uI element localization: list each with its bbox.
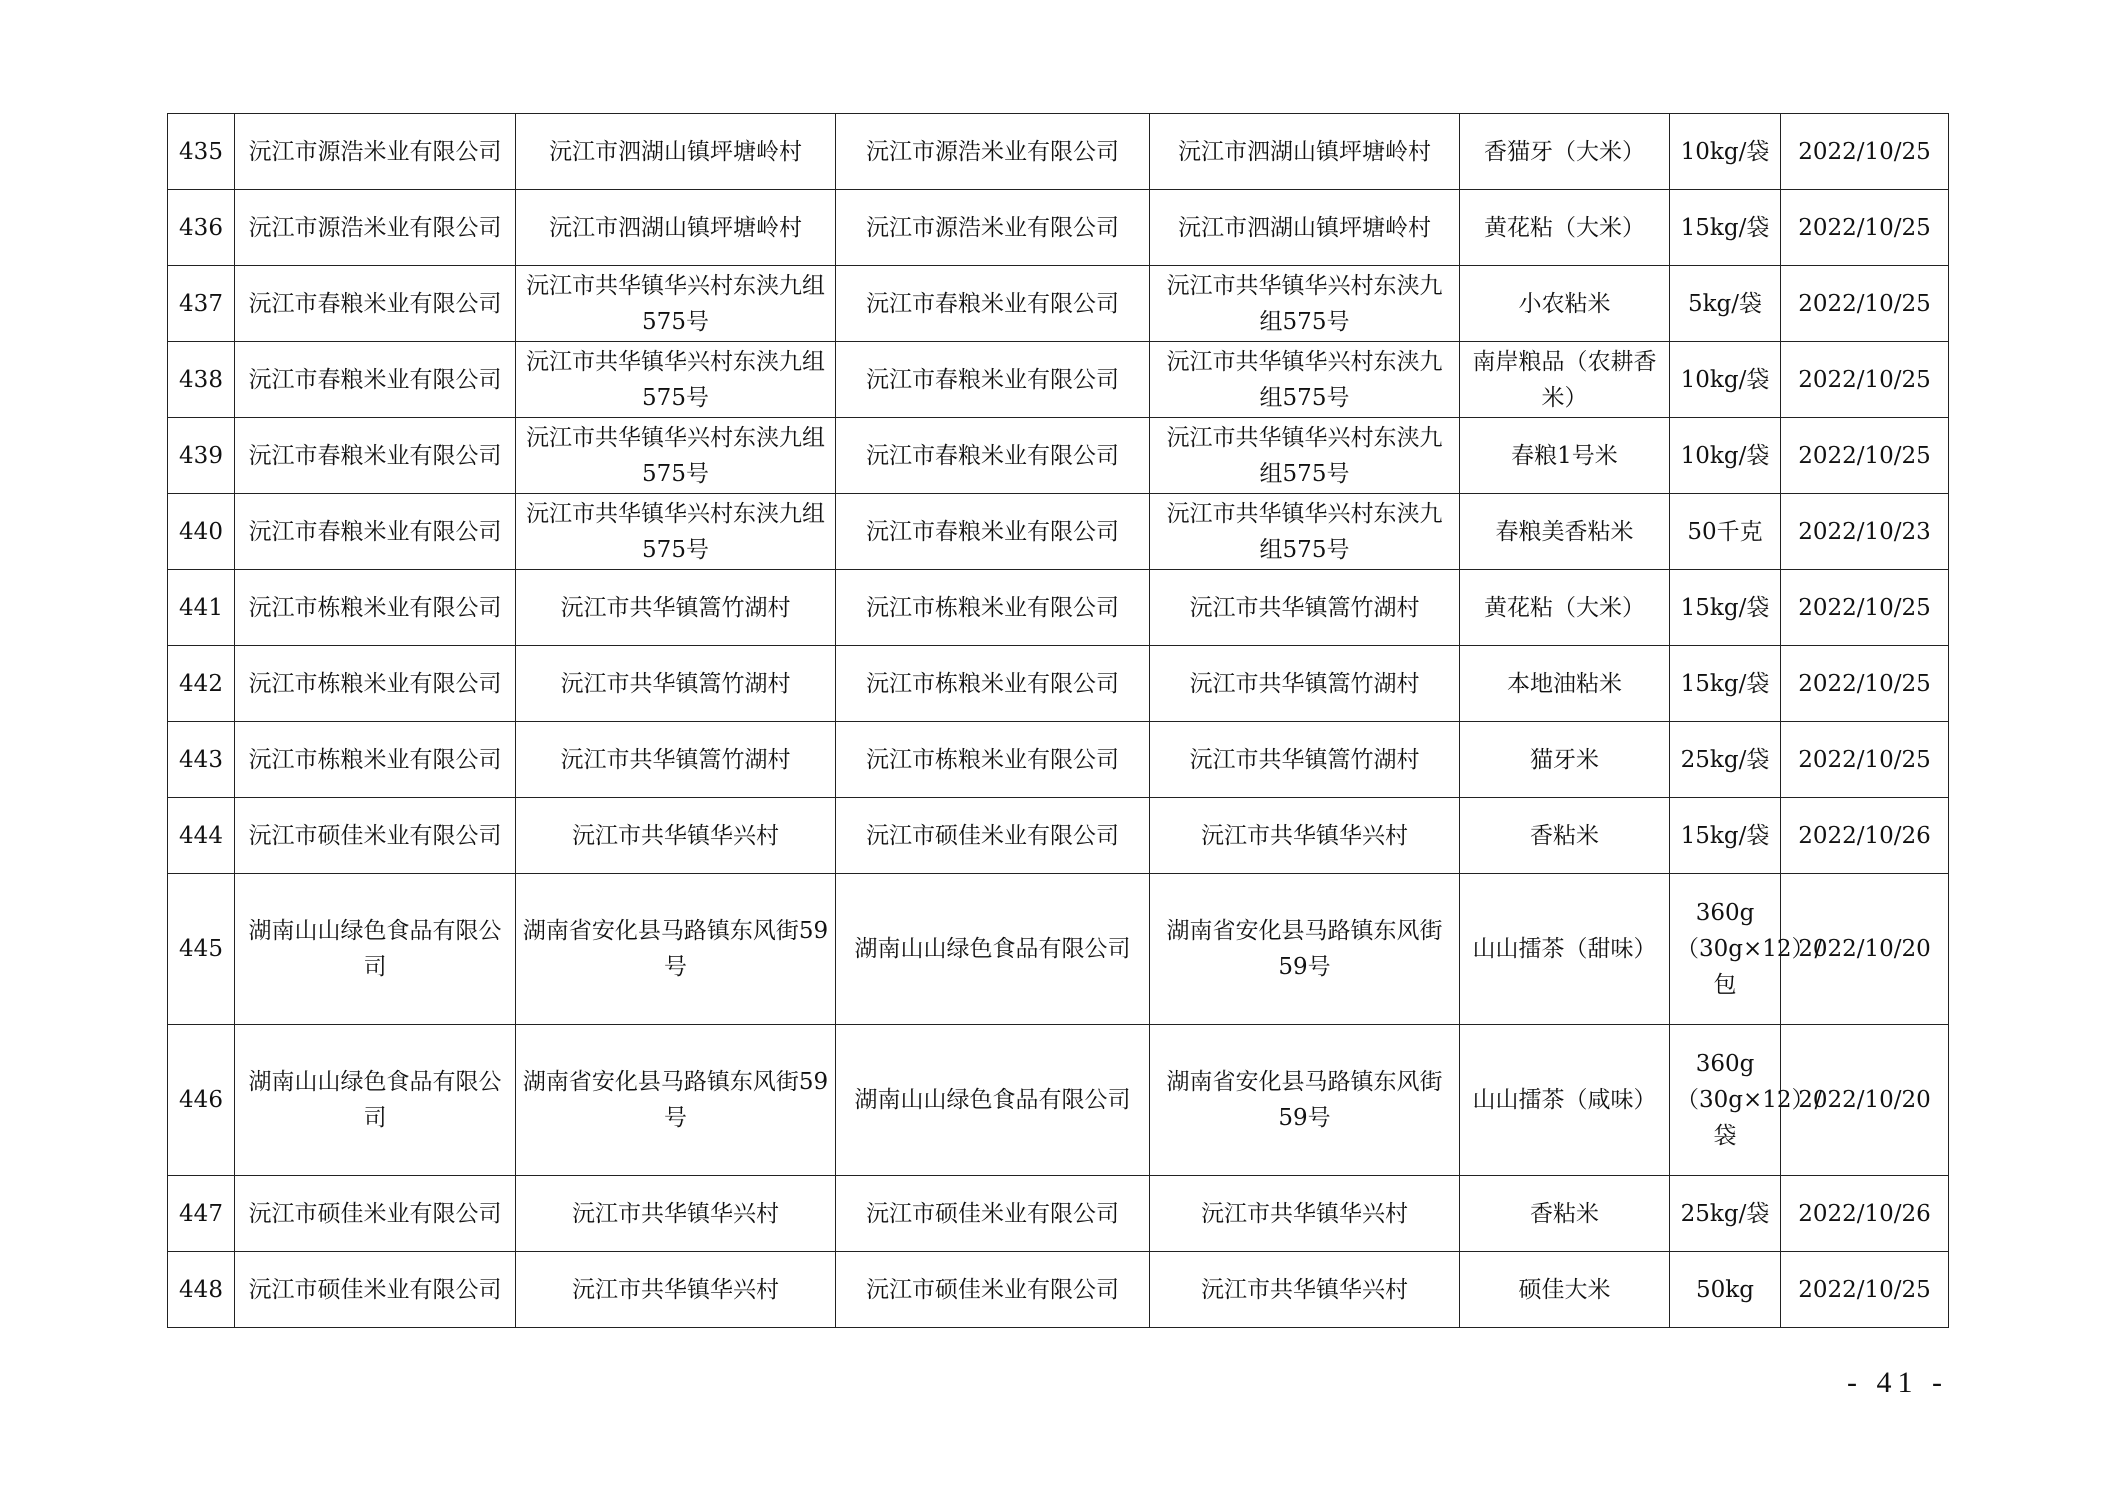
producer-address: 沅江市共华镇华兴村	[1150, 798, 1460, 874]
product-name: 春粮美香粘米	[1460, 494, 1670, 570]
product-name: 山山擂茶（甜味）	[1460, 874, 1670, 1025]
producer-address: 沅江市共华镇篙竹湖村	[1150, 570, 1460, 646]
producer-address: 沅江市共华镇华兴村	[1150, 1252, 1460, 1328]
producer-name: 湖南山山绿色食品有限公司	[836, 874, 1150, 1025]
product-spec: 25kg/袋	[1670, 1176, 1781, 1252]
producer-name: 沅江市栋粮米业有限公司	[836, 570, 1150, 646]
product-spec: 50千克	[1670, 494, 1781, 570]
producer-name: 沅江市源浩米业有限公司	[836, 114, 1150, 190]
sampled-unit-name: 沅江市源浩米业有限公司	[235, 190, 516, 266]
row-number: 443	[168, 722, 235, 798]
sampled-unit-address: 沅江市泗湖山镇坪塘岭村	[516, 190, 836, 266]
row-number: 448	[168, 1252, 235, 1328]
production-date: 2022/10/25	[1781, 266, 1949, 342]
table-row	[168, 646, 1949, 722]
production-date: 2022/10/25	[1781, 570, 1949, 646]
product-name: 猫牙米	[1460, 722, 1670, 798]
production-date: 2022/10/26	[1781, 1176, 1949, 1252]
row-number: 446	[168, 1025, 235, 1176]
table-row	[168, 798, 1949, 874]
product-spec: 50kg	[1670, 1252, 1781, 1328]
table-row	[168, 722, 1949, 798]
product-spec: 15kg/袋	[1670, 798, 1781, 874]
page-number: - 41 -	[1847, 1366, 1948, 1399]
production-date: 2022/10/25	[1781, 418, 1949, 494]
production-date: 2022/10/25	[1781, 1252, 1949, 1328]
sampled-unit-address: 沅江市共华镇篙竹湖村	[516, 722, 836, 798]
sampled-unit-address: 湖南省安化县马路镇东风街59号	[516, 1025, 836, 1176]
sampled-unit-name: 沅江市春粮米业有限公司	[235, 494, 516, 570]
sampled-unit-address: 沅江市共华镇华兴村东浃九组575号	[516, 494, 836, 570]
row-number: 447	[168, 1176, 235, 1252]
table-row	[168, 1025, 1949, 1176]
producer-name: 沅江市春粮米业有限公司	[836, 266, 1150, 342]
row-number: 445	[168, 874, 235, 1025]
product-spec: 25kg/袋	[1670, 722, 1781, 798]
sampled-unit-name: 沅江市硕佳米业有限公司	[235, 1252, 516, 1328]
producer-address: 沅江市共华镇华兴村东浃九组575号	[1150, 342, 1460, 418]
producer-address: 湖南省安化县马路镇东风街59号	[1150, 874, 1460, 1025]
table-row	[168, 190, 1949, 266]
product-name: 小农粘米	[1460, 266, 1670, 342]
sampling-results-table	[167, 113, 1949, 1328]
producer-name: 沅江市硕佳米业有限公司	[836, 798, 1150, 874]
sampled-unit-address: 沅江市共华镇篙竹湖村	[516, 646, 836, 722]
producer-address: 沅江市共华镇篙竹湖村	[1150, 646, 1460, 722]
producer-address: 沅江市共华镇华兴村东浃九组575号	[1150, 418, 1460, 494]
table-row	[168, 1176, 1949, 1252]
sampled-unit-address: 沅江市共华镇华兴村	[516, 798, 836, 874]
row-number: 439	[168, 418, 235, 494]
table-row	[168, 342, 1949, 418]
sampled-unit-name: 沅江市春粮米业有限公司	[235, 266, 516, 342]
production-date: 2022/10/23	[1781, 494, 1949, 570]
product-spec: 15kg/袋	[1670, 190, 1781, 266]
sampled-unit-name: 沅江市春粮米业有限公司	[235, 342, 516, 418]
producer-name: 湖南山山绿色食品有限公司	[836, 1025, 1150, 1176]
sampled-unit-name: 沅江市春粮米业有限公司	[235, 418, 516, 494]
table-body	[168, 114, 1949, 1328]
production-date: 2022/10/25	[1781, 646, 1949, 722]
sampled-unit-name: 湖南山山绿色食品有限公司	[235, 1025, 516, 1176]
sampled-unit-name: 湖南山山绿色食品有限公司	[235, 874, 516, 1025]
row-number: 444	[168, 798, 235, 874]
product-name: 黄花粘（大米）	[1460, 570, 1670, 646]
row-number: 436	[168, 190, 235, 266]
sampled-unit-address: 湖南省安化县马路镇东风街59号	[516, 874, 836, 1025]
producer-address: 沅江市共华镇华兴村东浃九组575号	[1150, 494, 1460, 570]
row-number: 442	[168, 646, 235, 722]
product-spec: 360g（30g×12）/袋	[1670, 1025, 1781, 1176]
product-spec: 10kg/袋	[1670, 342, 1781, 418]
producer-address: 湖南省安化县马路镇东风街59号	[1150, 1025, 1460, 1176]
producer-name: 沅江市春粮米业有限公司	[836, 342, 1150, 418]
producer-name: 沅江市硕佳米业有限公司	[836, 1176, 1150, 1252]
row-number: 440	[168, 494, 235, 570]
product-name: 香猫牙（大米）	[1460, 114, 1670, 190]
production-date: 2022/10/25	[1781, 342, 1949, 418]
sampled-unit-address: 沅江市共华镇华兴村东浃九组575号	[516, 418, 836, 494]
row-number: 438	[168, 342, 235, 418]
product-spec: 10kg/袋	[1670, 418, 1781, 494]
sampled-unit-name: 沅江市硕佳米业有限公司	[235, 798, 516, 874]
sampled-unit-address: 沅江市共华镇华兴村东浃九组575号	[516, 266, 836, 342]
table-row	[168, 418, 1949, 494]
product-name: 香粘米	[1460, 1176, 1670, 1252]
producer-name: 沅江市源浩米业有限公司	[836, 190, 1150, 266]
production-date: 2022/10/25	[1781, 190, 1949, 266]
sampled-unit-address: 沅江市共华镇华兴村东浃九组575号	[516, 342, 836, 418]
sampled-unit-address: 沅江市共华镇篙竹湖村	[516, 570, 836, 646]
sampled-unit-address: 沅江市泗湖山镇坪塘岭村	[516, 114, 836, 190]
production-date: 2022/10/20	[1781, 874, 1949, 1025]
table-row	[168, 266, 1949, 342]
product-name: 南岸粮品（农耕香米）	[1460, 342, 1670, 418]
product-name: 本地油粘米	[1460, 646, 1670, 722]
sampled-unit-name: 沅江市栋粮米业有限公司	[235, 646, 516, 722]
producer-name: 沅江市栋粮米业有限公司	[836, 646, 1150, 722]
production-date: 2022/10/25	[1781, 722, 1949, 798]
production-date: 2022/10/25	[1781, 114, 1949, 190]
sampled-unit-name: 沅江市栋粮米业有限公司	[235, 722, 516, 798]
table-row	[168, 494, 1949, 570]
production-date: 2022/10/20	[1781, 1025, 1949, 1176]
product-name: 香粘米	[1460, 798, 1670, 874]
sampled-unit-address: 沅江市共华镇华兴村	[516, 1252, 836, 1328]
table-row	[168, 114, 1949, 190]
product-spec: 15kg/袋	[1670, 570, 1781, 646]
producer-address: 沅江市泗湖山镇坪塘岭村	[1150, 114, 1460, 190]
producer-address: 沅江市泗湖山镇坪塘岭村	[1150, 190, 1460, 266]
producer-address: 沅江市共华镇篙竹湖村	[1150, 722, 1460, 798]
product-name: 硕佳大米	[1460, 1252, 1670, 1328]
producer-name: 沅江市春粮米业有限公司	[836, 418, 1150, 494]
table-row	[168, 1252, 1949, 1328]
sampled-unit-name: 沅江市硕佳米业有限公司	[235, 1176, 516, 1252]
product-spec: 360g（30g×12）/包	[1670, 874, 1781, 1025]
row-number: 437	[168, 266, 235, 342]
product-name: 山山擂茶（咸味）	[1460, 1025, 1670, 1176]
producer-address: 沅江市共华镇华兴村	[1150, 1176, 1460, 1252]
sampled-unit-name: 沅江市栋粮米业有限公司	[235, 570, 516, 646]
table-row	[168, 570, 1949, 646]
sampled-unit-address: 沅江市共华镇华兴村	[516, 1176, 836, 1252]
producer-name: 沅江市栋粮米业有限公司	[836, 722, 1150, 798]
product-spec: 10kg/袋	[1670, 114, 1781, 190]
producer-name: 沅江市春粮米业有限公司	[836, 494, 1150, 570]
product-spec: 5kg/袋	[1670, 266, 1781, 342]
product-name: 春粮1号米	[1460, 418, 1670, 494]
product-spec: 15kg/袋	[1670, 646, 1781, 722]
row-number: 435	[168, 114, 235, 190]
producer-name: 沅江市硕佳米业有限公司	[836, 1252, 1150, 1328]
row-number: 441	[168, 570, 235, 646]
product-name: 黄花粘（大米）	[1460, 190, 1670, 266]
producer-address: 沅江市共华镇华兴村东浃九组575号	[1150, 266, 1460, 342]
production-date: 2022/10/26	[1781, 798, 1949, 874]
sampled-unit-name: 沅江市源浩米业有限公司	[235, 114, 516, 190]
table-row	[168, 874, 1949, 1025]
